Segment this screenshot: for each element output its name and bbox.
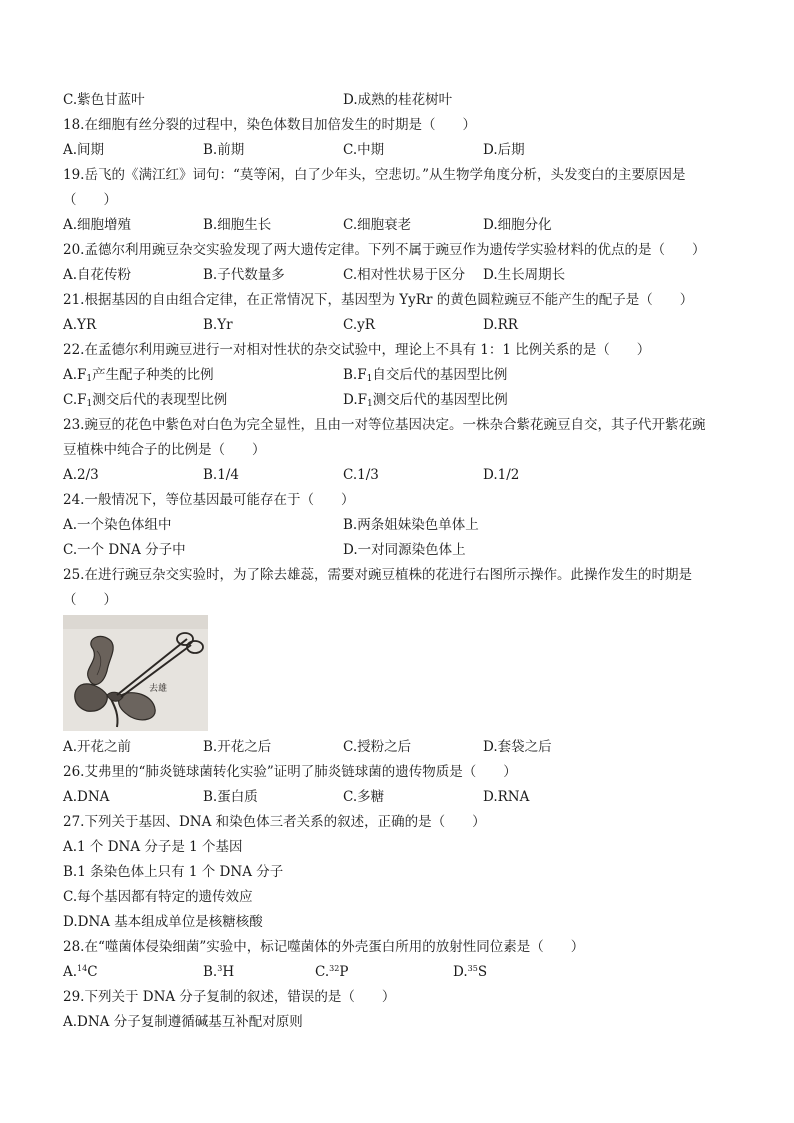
q24-options-cd	[63, 538, 733, 563]
q22-option-b: $B.F_1$自交后代的基因型比例	[343, 367, 508, 384]
q27-option-d: D.DNA 基本组成单位是核糖核酸	[63, 914, 263, 930]
q22-stem: 22.在孟德尔利用豌豆进行一对相对性状的杂交试验中，理论上不具有 1：1 比例关系的是（ ）	[63, 342, 651, 358]
q21-option-d: D.RR	[483, 317, 518, 333]
q26-option-c: C.多糖	[343, 789, 385, 805]
q23-option-a: A.2/3	[63, 467, 99, 483]
q23-option-b: B.1/4	[203, 467, 239, 483]
figure-label: 去雄	[149, 684, 168, 694]
q18-stem: 18.在细胞有丝分裂的过程中，染色体数目加倍发生的时期是（ ）	[63, 117, 476, 133]
q20-options	[63, 263, 733, 288]
q26-option-b: B.蛋白质	[203, 789, 258, 805]
q28-option-d: D.$^{35}$S	[453, 964, 488, 980]
q21-option-b: B.Yr	[203, 317, 233, 333]
emasculation-figure	[63, 615, 208, 731]
q20-stem: 20.孟德尔利用豌豆杂交实验发现了两大遗传定律。下列不属于豌豆作为遗传学实验材料的优点的是（ ）	[63, 242, 706, 258]
q19-option-d: D.细胞分化	[483, 217, 552, 233]
q22-option-d: $D.F_1$测交后代的基因型比例	[343, 392, 508, 409]
q21-options	[63, 313, 733, 338]
q21-option-a: A.YR	[63, 317, 97, 333]
q20-option-b: B.子代数量多	[203, 267, 285, 283]
q24-option-b: B.两条姐妹染色单体上	[343, 517, 479, 533]
q28-option-b: B.$^3$H	[203, 964, 235, 980]
q19-stem-cont: （ ）	[63, 192, 117, 208]
q28-options	[63, 960, 733, 985]
q29-option-a: A.DNA 分子复制遵循碱基互补配对原则	[63, 1014, 303, 1030]
q27-option-a: A.1 个 DNA 分子是 1 个基因	[63, 839, 243, 855]
q28-stem: 28.在“噬菌体侵染细菌”实验中，标记噬菌体的外壳蛋白所用的放射性同位素是（ ）	[63, 939, 585, 955]
q24-options-ab	[63, 513, 733, 538]
q24-option-c: C.一个 DNA 分子中	[63, 542, 186, 558]
q26-option-d: D.RNA	[483, 789, 530, 805]
q23-options	[63, 463, 733, 488]
q22-option-a: $A.F_1$产生配子种类的比例	[63, 367, 214, 384]
q17-options-continued	[63, 88, 733, 113]
q18-option-d: D.后期	[483, 142, 525, 158]
q25-stem: 25.在进行豌豆杂交实验时，为了除去雄蕊，需要对豌豆植株的花进行右图所示操作。此操作发生的时期是	[63, 567, 692, 583]
q25-option-c: C.授粉之后	[343, 739, 412, 755]
q22-options-cd	[63, 388, 733, 413]
q24-option-d: D.一对同源染色体上	[343, 542, 466, 558]
q21-stem: 21.根据基因的自由组合定律，在正常情况下，基因型为 YyRr 的黄色圆粒豌豆不能产生的配子是（ ）	[63, 292, 694, 308]
q25-option-a: A.开花之前	[63, 739, 132, 755]
q20-option-d: D.生长周期长	[483, 267, 566, 283]
q27-stem: 27.下列关于基因、DNA 和染色体三者关系的叙述，正确的是（ ）	[63, 814, 486, 830]
q19-option-b: B.细胞生长	[203, 217, 272, 233]
q23-stem: 23.豌豆的花色中紫色对白色为完全显性，且由一对等位基因决定。一株杂合紫花豌豆自交，其子代开紫花豌	[63, 417, 706, 433]
q23-stem-cont: 豆植株中纯合子的比例是（ ）	[63, 442, 266, 458]
q18-option-a: A.间期	[63, 142, 105, 158]
q19-option-a: A.细胞增殖	[63, 217, 132, 233]
q24-stem: 24.一般情况下，等位基因最可能存在于（ ）	[63, 492, 355, 508]
q27-option-b: B.1 条染色体上只有 1 个 DNA 分子	[63, 864, 284, 880]
q25-options	[63, 735, 733, 760]
q23-option-c: C.1/3	[343, 467, 379, 483]
q28-option-a: A.$^{14}$C	[63, 964, 98, 980]
q19-stem: 19.岳飞的《满江红》词句：“莫等闲，白了少年头，空悲切。”从生物学角度分析，头发变白的主要原因是	[63, 167, 686, 183]
q28-option-c: C.$^{32}$P	[315, 964, 349, 980]
q27-option-c: C.每个基因都有特定的遗传效应	[63, 889, 253, 905]
q18-options	[63, 138, 733, 163]
exam-page	[63, 88, 733, 1035]
q25-stem-cont: （ ）	[63, 592, 117, 608]
q19-options	[63, 213, 733, 238]
q20-option-a: A.自花传粉	[63, 267, 132, 283]
q18-option-b: B.前期	[203, 142, 245, 158]
q25-option-d: D.套袋之后	[483, 739, 552, 755]
q17-option-d: D.成熟的桂花树叶	[343, 92, 453, 108]
q26-options	[63, 785, 733, 810]
q18-option-c: C.中期	[343, 142, 385, 158]
q19-option-c: C.细胞衰老	[343, 217, 412, 233]
q26-stem: 26.艾弗里的“肺炎链球菌转化实验”证明了肺炎链球菌的遗传物质是（ ）	[63, 764, 517, 780]
q24-option-a: A.一个染色体组中	[63, 517, 172, 533]
q17-option-c: C.紫色甘蓝叶	[63, 92, 145, 108]
q25-option-b: B.开花之后	[203, 739, 272, 755]
q20-option-c: C.相对性状易于区分	[343, 267, 466, 283]
q22-option-c: $C.F_1$测交后代的表现型比例	[63, 392, 228, 409]
q22-options-ab	[63, 363, 733, 388]
q21-option-c: C.yR	[343, 317, 375, 333]
q23-option-d: D.1/2	[483, 467, 520, 483]
q29-stem: 29.下列关于 DNA 分子复制的叙述，错误的是（ ）	[63, 989, 396, 1005]
q26-option-a: A.DNA	[63, 789, 110, 805]
pea-flower-tweezers-illustration	[63, 615, 208, 731]
